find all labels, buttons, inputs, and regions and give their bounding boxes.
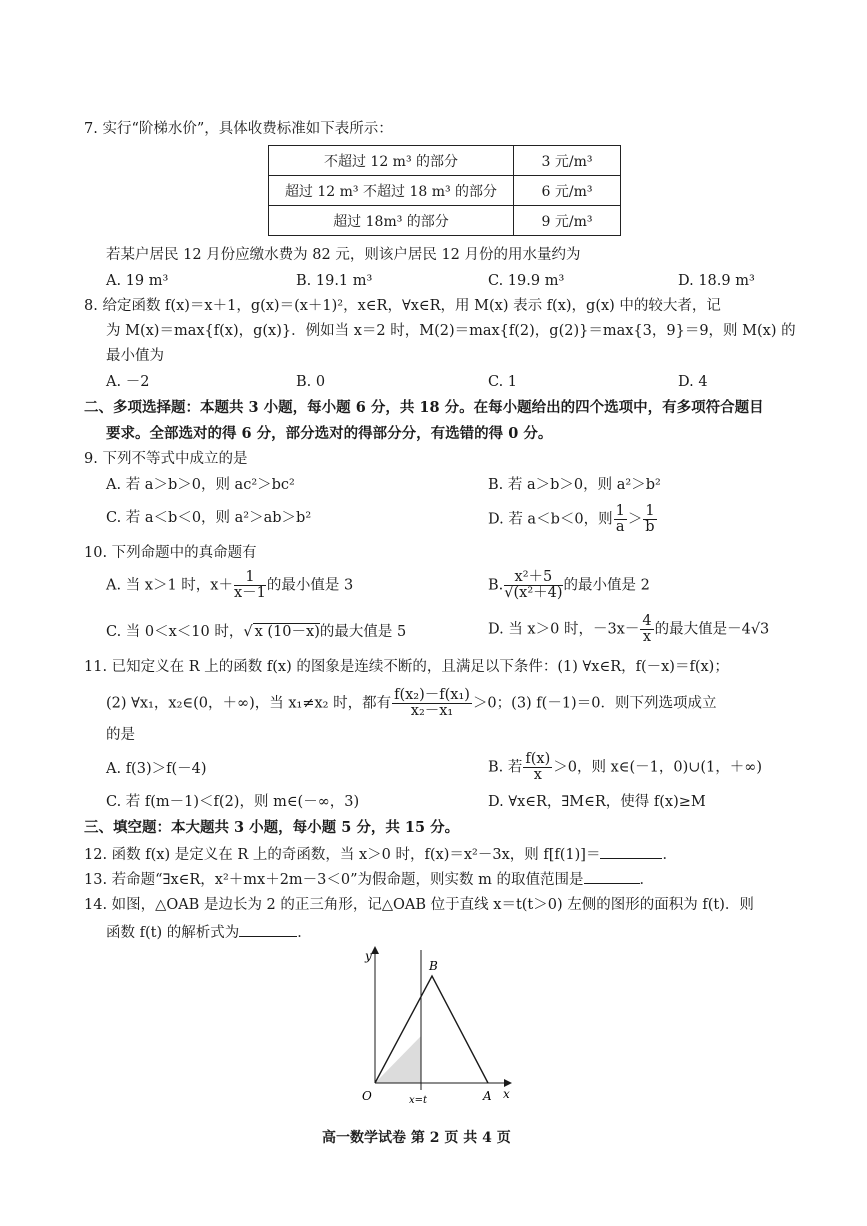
numerator: f(x) (525, 751, 551, 767)
q11-option-d: D. ∀x∈R，∃M∈R，使得 f(x)≥M (488, 794, 706, 810)
q13-stem: 13. 若命题“∃x∈R，x²＋mx＋2m－3＜0”为假命题，则实数 m 的取值范围是 (84, 872, 584, 888)
q10-c-suffix: 的最大值是 5 (319, 624, 407, 640)
q8-option-a: A. －2 (106, 374, 150, 390)
q10-a-prefix: A. 当 x＞1 时，x＋ (106, 577, 233, 594)
fraction (523, 752, 552, 783)
q14-line2 (106, 924, 312, 941)
denominator: √(x²＋4) (504, 585, 563, 602)
q8-option-d: D. 4 (678, 374, 708, 390)
denominator: x (533, 767, 542, 784)
fraction (392, 688, 472, 719)
numerator: 1 (645, 503, 655, 519)
q7-option-b: B. 19.1 m³ (296, 273, 373, 289)
q11-line2 (106, 688, 716, 719)
q11-line2-suffix: ＞0；(3) f(－1)＝0．则下列选项成立 (472, 695, 717, 712)
q7-option-a: A. 19 m³ (106, 273, 169, 289)
q12-stem: 12. 函数 f(x) 是定义在 R 上的奇函数，当 x＞0 时，f(x)＝x²－3x，则 f[f(1)]＝ (84, 847, 601, 863)
table-cell: 不超过 12 m³ 的部分 (269, 146, 514, 176)
fraction (643, 504, 656, 535)
q8-line1: 8. 给定函数 f(x)＝x＋1，g(x)＝(x＋1)²，x∈R，∀x∈R，用 M(x) 表示 f(x)，g(x) 中的较大者，记 (84, 298, 721, 314)
table-row (269, 176, 621, 206)
line-x-t-label: x=t (409, 1095, 428, 1106)
table-cell: 6 元/m³ (514, 176, 621, 206)
q11-option-c: C. 若 f(m－1)＜f(2)，则 m∈(－∞，3) (106, 794, 360, 810)
fraction (640, 614, 653, 645)
shaded-area (375, 1036, 421, 1083)
page-footer: 高一数学试卷 第 2 页 共 4 页 (322, 1130, 511, 1146)
triangle-figure (345, 940, 525, 1120)
q10-option-c: C. 当 0＜x＜10 时，√ x (10－x)的最大值是 5 (106, 624, 407, 640)
table-cell: 超过 12 m³ 不超过 18 m³ 的部分 (269, 176, 514, 206)
q14-end: ． (297, 925, 312, 941)
table-cell: 3 元/m³ (514, 146, 621, 176)
q14-line1: 14. 如图，△OAB 是边长为 2 的正三角形，记△OAB 位于直线 x＝t(t＞0) 左侧的图形的面积为 f(t)．则 (84, 897, 754, 913)
denominator: x－1 (234, 585, 266, 602)
q10-d-prefix: D. 当 x＞0 时，－3x－ (488, 621, 640, 638)
point-o-label: O (362, 1089, 372, 1103)
table-row (269, 146, 621, 176)
answer-blank[interactable] (239, 924, 297, 937)
q7-option-d: D. 18.9 m³ (678, 273, 755, 289)
q7-stem: 7. 实行“阶梯水价”，具体收费标准如下表所示： (84, 121, 393, 137)
numerator: f(x₂)－f(x₁) (394, 687, 470, 703)
q10-d-suffix: 的最大值是－4√3 (654, 621, 770, 638)
q10-option-d (488, 614, 769, 645)
q9-option-b: B. 若 a＞b＞0，则 a²＞b² (488, 477, 661, 493)
table-cell: 9 元/m³ (514, 206, 621, 236)
numerator: 1 (615, 503, 625, 519)
answer-blank[interactable] (584, 871, 640, 884)
q8-option-b: B. 0 (296, 374, 326, 390)
q9-stem: 9. 下列不等式中成立的是 (84, 451, 248, 467)
numerator: 1 (234, 570, 266, 586)
q13-text (84, 871, 654, 888)
fraction (614, 504, 627, 535)
q14-stem: 函数 f(t) 的解析式为 (106, 925, 240, 941)
q11-option-a: A. f(3)＞f(－4) (106, 761, 207, 777)
table-row (269, 206, 621, 236)
section2-instructions: 要求。全部选对的得 6 分，部分选对的得部分分，有选错的得 0 分。 (106, 425, 553, 442)
point-b-label: B (429, 959, 438, 973)
q10-c-prefix: C. 当 0＜x＜10 时， (106, 624, 244, 640)
numerator: 4 (642, 613, 652, 629)
y-label: y (365, 949, 372, 963)
q10-option-a (106, 570, 353, 601)
q11-option-b (488, 752, 762, 783)
q11-b-prefix: B. 若 (488, 759, 523, 776)
q8-option-c: C. 1 (488, 374, 518, 390)
q11-line1: 11. 已知定义在 R 上的函数 f(x) 的图象是连续不断的，且满足以下条件：(1) ∀x∈R，f(－x)＝f(x)； (84, 659, 729, 675)
q9-option-c: C. 若 a＜b＜0，则 a²＞ab＞b² (106, 510, 312, 526)
gt-sign: ＞ (627, 511, 643, 528)
denominator: a (615, 519, 625, 536)
q11-line2-prefix: (2) ∀x₁，x₂∈(0，＋∞)，当 x₁≠x₂ 时，都有 (106, 695, 392, 712)
answer-blank[interactable] (600, 846, 662, 859)
denominator: b (645, 519, 655, 536)
q9-option-d (488, 504, 658, 535)
point-a-label: A (483, 1089, 492, 1103)
q7-question: 若某户居民 12 月份应缴水费为 82 元，则该户居民 12 月份的用水量约为 (106, 247, 581, 263)
x-label: x (503, 1087, 510, 1101)
q8-line2: 为 M(x)＝max{f(x)，g(x)}．例如当 x＝2 时，M(2)＝max{f(2)，g(2)}＝max{3，9}＝9，则 M(x) 的 (106, 323, 796, 339)
q10-b-suffix: 的最小值是 2 (563, 577, 650, 594)
q12-end: ． (662, 847, 677, 863)
numerator: x²＋5 (504, 570, 562, 586)
table-cell: 超过 18m³ 的部分 (269, 206, 514, 236)
q13-end: ． (639, 872, 654, 888)
q8-line3: 最小值为 (106, 348, 164, 364)
q10-option-b (488, 570, 650, 601)
denominator: x₂－x₁ (410, 703, 454, 720)
q9-option-a: A. 若 a＞b＞0，则 ac²＞bc² (106, 477, 295, 493)
q12-text (84, 846, 677, 863)
q11-b-suffix: ＞0，则 x∈(－1，0)∪(1，＋∞) (553, 759, 763, 776)
fraction (504, 570, 562, 601)
water-price-table (268, 145, 621, 236)
fraction (234, 570, 266, 601)
q11-line3: 的是 (106, 727, 135, 743)
q10-stem: 10. 下列命题中的真命题有 (84, 545, 257, 561)
q9-d-prefix: D. 若 a＜b＜0，则 (488, 511, 613, 528)
q7-option-c: C. 19.9 m³ (488, 273, 565, 289)
section3-heading: 三、填空题：本大题共 3 小题，每小题 5 分，共 15 分。 (84, 819, 460, 836)
q10-a-suffix: 的最小值是 3 (266, 577, 354, 594)
section2-heading: 二、多项选择题：本题共 3 小题，每小题 6 分，共 18 分。在每小题给出的四个选项中，有多项符合题目 (84, 399, 764, 416)
denominator: x (642, 629, 652, 646)
radicand: x (10－x) (254, 624, 320, 640)
q10-b-prefix: B. (488, 577, 504, 594)
